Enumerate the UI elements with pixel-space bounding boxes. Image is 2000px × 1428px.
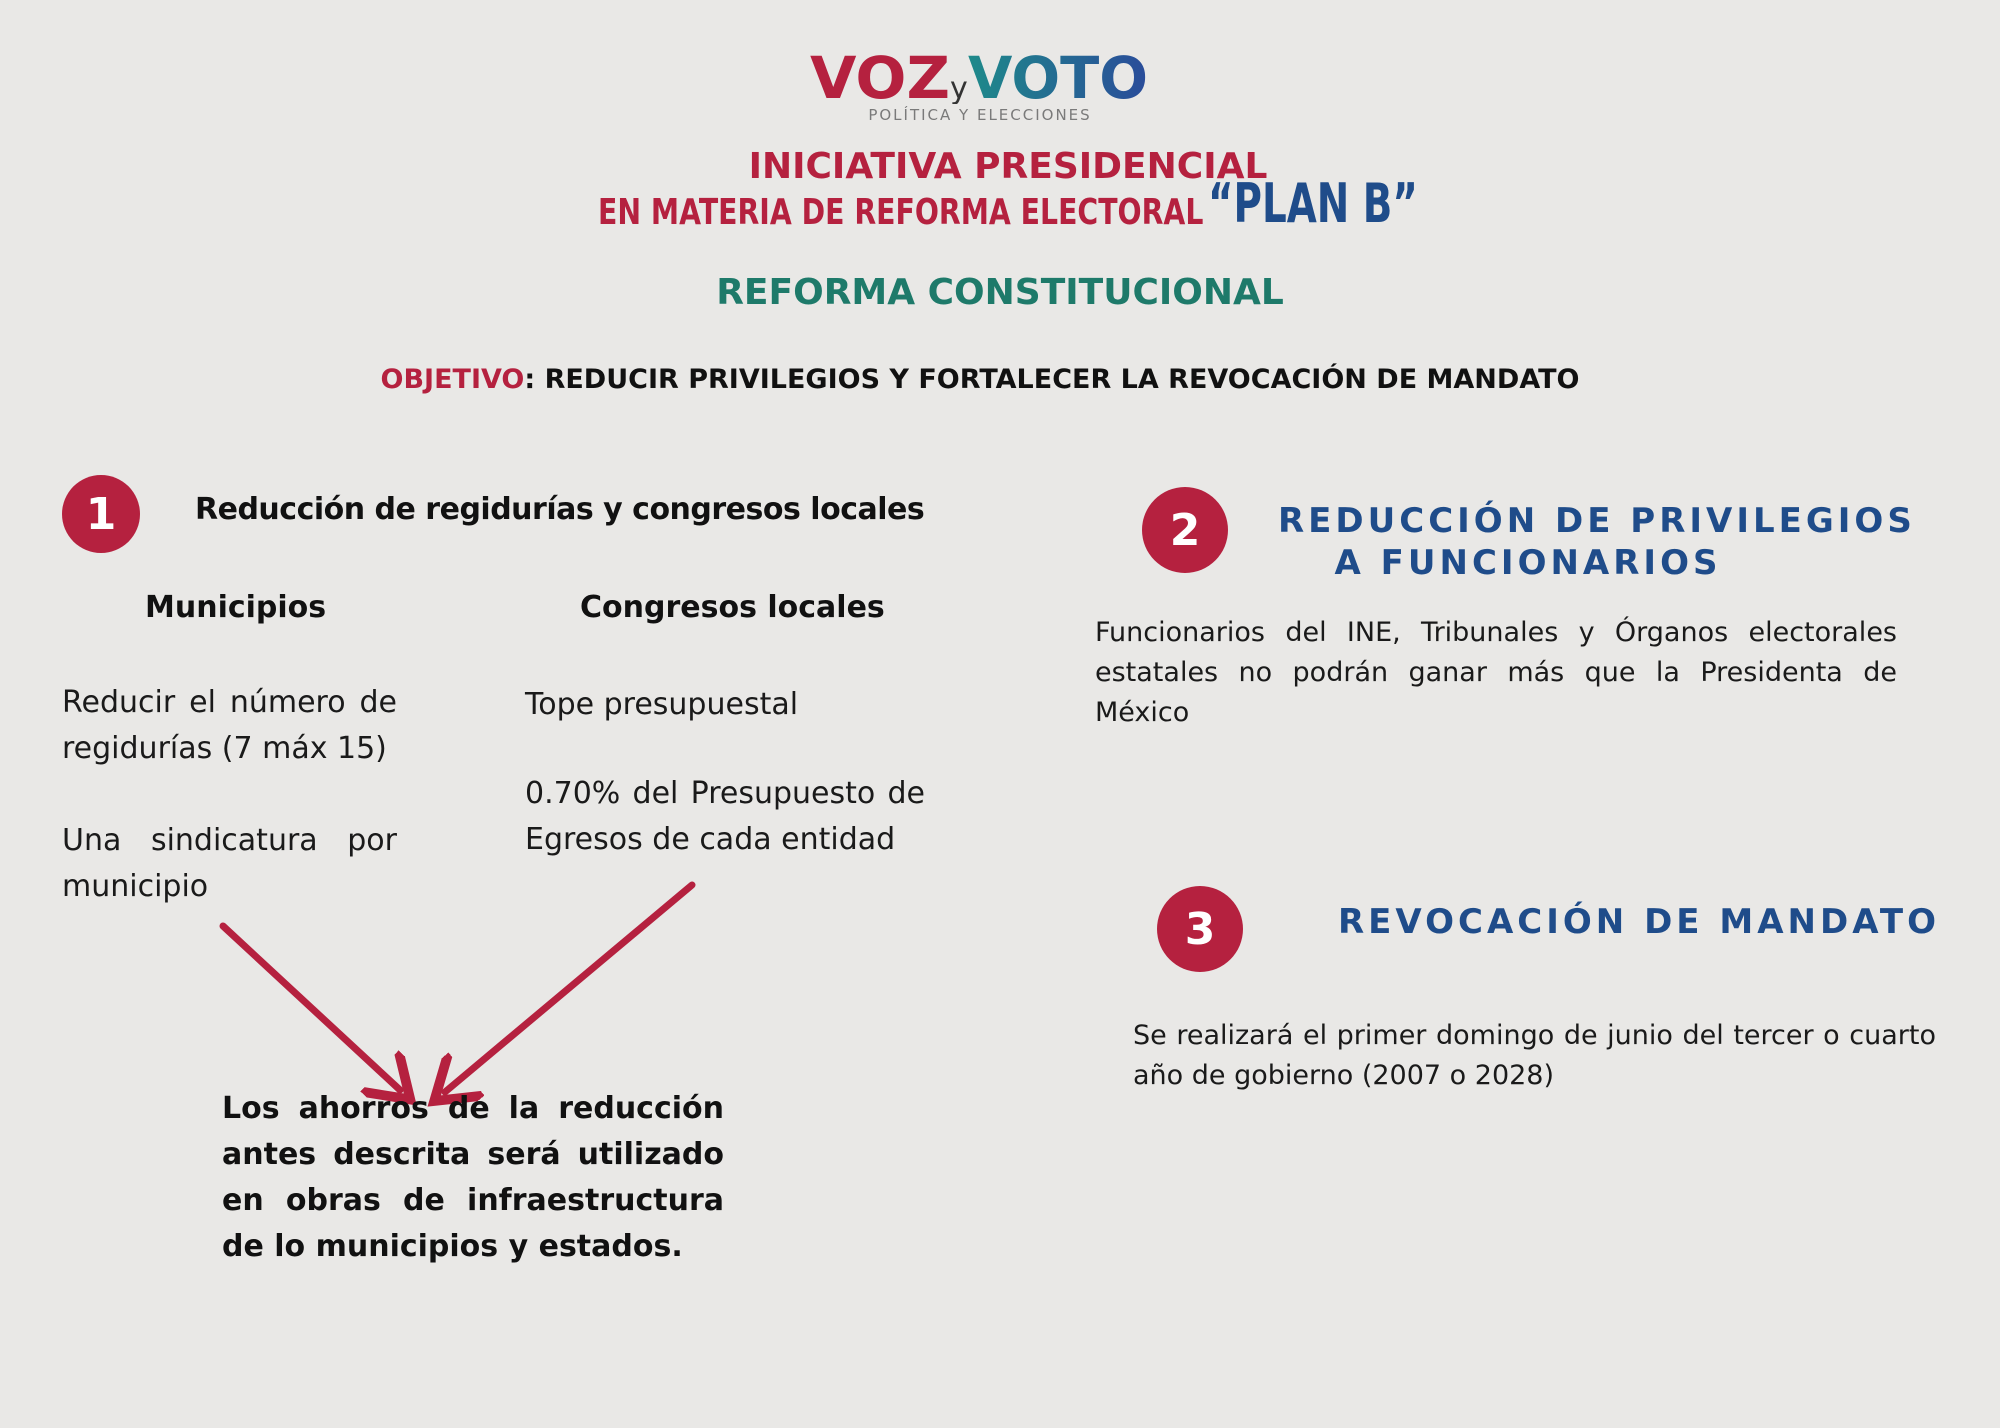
- congresos-heading: Congresos locales: [580, 590, 885, 625]
- section-3-heading: REVOCACIÓN DE MANDATO: [1338, 902, 1940, 942]
- section-2-badge: 2: [1142, 487, 1228, 573]
- title-line-2: EN MATERIA DE REFORMA ELECTORAL: [598, 192, 1204, 233]
- municipios-item-2: Una sindicatura por municipio: [62, 823, 397, 904]
- arrow-right-icon: [445, 885, 692, 1092]
- section-2-heading-line-2: A FUNCIONARIOS: [1334, 543, 1722, 583]
- logo-word-voto: VOTO: [968, 48, 1148, 104]
- logo-subtitle: POLÍTICA Y ELECCIONES: [868, 106, 1092, 124]
- reforma-subtitle: REFORMA CONSTITUCIONAL: [716, 272, 1284, 313]
- logo-word-voz: VOZ: [810, 48, 950, 104]
- municipios-heading: Municipios: [145, 590, 327, 625]
- plan-b-label: “PLAN B”: [1208, 172, 1418, 235]
- objective-text: : REDUCIR PRIVILEGIOS Y FORTALECER LA REVOCACIÓN DE MANDATO: [524, 364, 1580, 395]
- arrow-left-icon: [223, 926, 400, 1090]
- title-line-1: INICIATIVA PRESIDENCIAL: [748, 146, 1268, 187]
- section-2-text: Funcionarios del INE, Tribunales y Órganos electorales estatales no podrán ganar más que la Presidenta de México: [1095, 617, 1897, 728]
- section-1-heading: Reducción de regidurías y congresos locales: [195, 492, 925, 527]
- section-2-heading: [1278, 500, 1916, 584]
- congresos-item-2: 0.70% del Presupuesto de Egresos de cada entidad: [525, 776, 925, 857]
- logo-word-y: y: [950, 71, 968, 104]
- savings-text: Los ahorros de la reducción antes descrita será utilizado en obras de infraestructura de lo municipios y estados.: [222, 1091, 724, 1264]
- municipios-item-1: Reducir el número de regidurías (7 máx 15): [62, 685, 397, 766]
- section-2-heading-line-1: REDUCCIÓN DE PRIVILEGIOS: [1278, 501, 1916, 541]
- section-3-text: Se realizará el primer domingo de junio del tercer o cuarto año de gobierno (2007 o 2028): [1133, 1020, 1936, 1091]
- objective-label: OBJETIVO: [380, 364, 525, 395]
- section-3-badge: 3: [1157, 886, 1243, 972]
- section-1-badge: 1: [62, 475, 140, 553]
- congresos-item-1: Tope presupuestal: [525, 687, 799, 722]
